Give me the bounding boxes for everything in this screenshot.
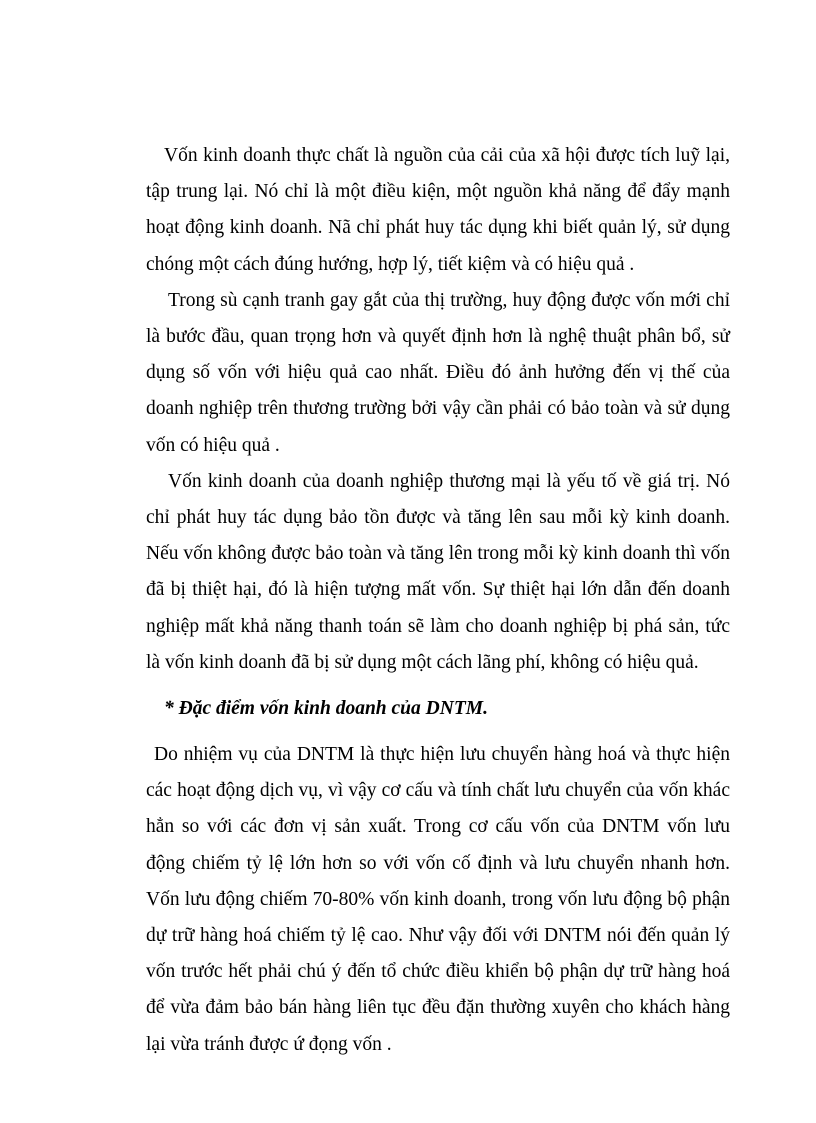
- paragraph-capital-allocation: Trong sù cạnh tranh gay gắt của thị trường, huy động được vốn mới chỉ là bước đầu, quan trọng hơn và quyết định hơn là nghệ thuật phân bổ, sử dụng số vốn với hiệu quả cao nhất. Điều đó ảnh hưởng đến vị thế của doanh nghiệp trên thương trường bởi vậy cần phải có bảo toàn và sử dụng vốn có hiệu quả .: [146, 289, 730, 456]
- document-page: [146, 138, 730, 1063]
- section-heading: * Đặc điểm vốn kinh doanh của DNTM.: [164, 698, 488, 720]
- paragraph-business-capital-definition: Vốn kinh doanh thực chất là nguồn của cải của xã hội được tích luỹ lại, tập trung lại. Nó chỉ là một điều kiện, một nguồn khả năng để đẩy mạnh hoạt động kinh doanh. Nã chỉ phát huy tác dụng khi biết quản lý, sử dụng chóng một cách đúng hướng, hợp lý, tiết kiệm và có hiệu quả .: [146, 145, 730, 275]
- paragraph-capital-preservation: Vốn kinh doanh của doanh nghiệp thương mại là yếu tố về giá trị. Nó chỉ phát huy tác dụng bảo tồn được và tăng lên sau mỗi kỳ kinh doanh. Nếu vốn không được bảo toàn và tăng lên trong mỗi kỳ kinh doanh thì vốn đã bị thiệt hại, đó là hiện tượng mất vốn. Sự thiệt hại lớn dẫn đến doanh nghiệp mất khả năng thanh toán sẽ làm cho doanh nghiệp bị phá sản, tức là vốn kinh doanh đã bị sử dụng một cách lãng phí, không có hiệu quả.: [146, 470, 730, 673]
- paragraph-dntm-capital-characteristics: Do nhiệm vụ của DNTM là thực hiện lưu chuyển hàng hoá và thực hiện các hoạt động dịch vụ, vì vậy cơ cấu và tính chất lưu chuyển của vốn khác hẳn so với các đơn vị sản xuất. Trong cơ cấu vốn của DNTM vốn lưu động chiếm tỷ lệ lớn hơn so với vốn cố định và lưu chuyển nhanh hơn. Vốn lưu động chiếm 70-80% vốn kinh doanh, trong vốn lưu động bộ phận dự trữ hàng hoá chiếm tỷ lệ cao. Như vậy đối với DNTM nói đến quản lý vốn trước hết phải chú ý đến tổ chức điều khiển bộ phận dự trữ hàng hoá để vừa đảm bảo bán hàng liên tục đều đặn thường xuyên cho khách hàng lại vừa tránh được ứ đọng vốn .: [146, 744, 730, 1055]
